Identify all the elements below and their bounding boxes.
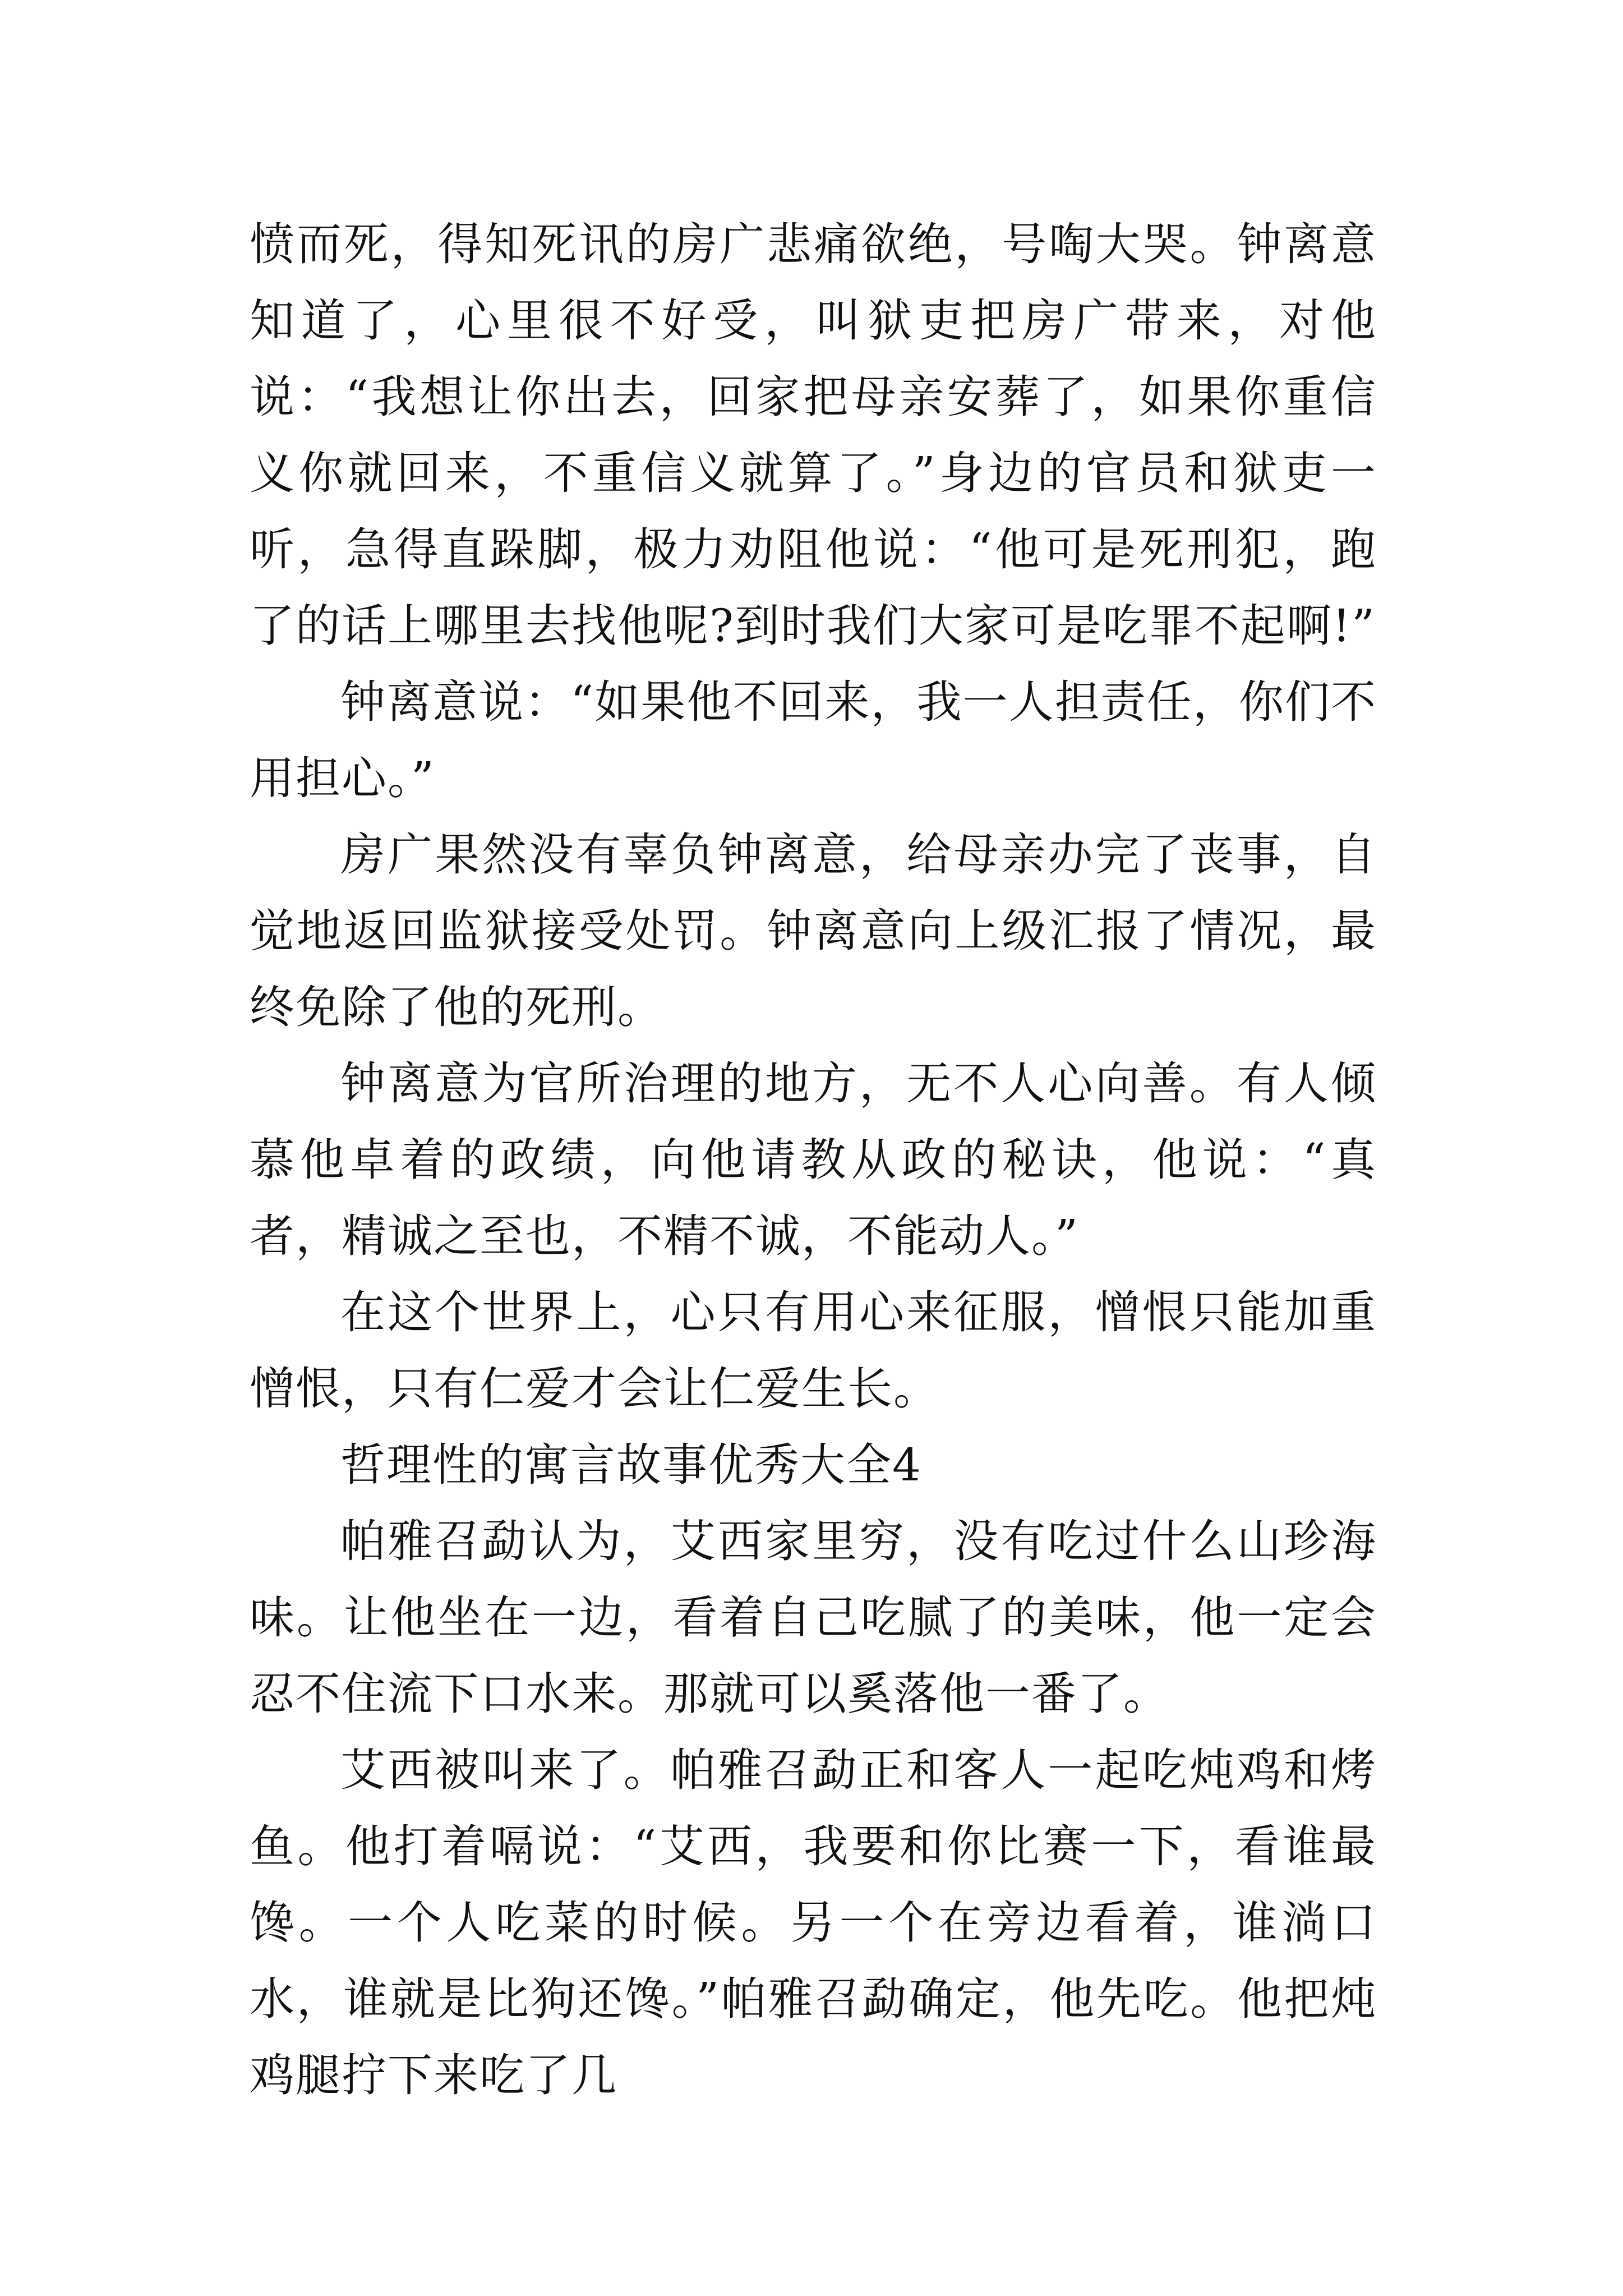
section-heading: 哲理性的寓言故事优秀大全4 [340,1439,922,1491]
paragraph-2: 钟离意说：“如果他不回来，我一人担责任，你们不用担心。” [250,676,1377,804]
paragraph-7: 艾西被叫来了。帕雅召勐正和客人一起吃炖鸡和烤鱼。他打着嗝说：“艾西，我要和你比赛一下，看谁最馋。一个人吃菜的时候。另一个在旁边看着，谁淌口水，谁就是比狗还馋。”帕雅召勐确定，他先吃。他把炖鸡腿拧下来吃了几 [250,1744,1377,2101]
paragraph-6: 帕雅召勐认为，艾西家里穷，没有吃过什么山珍海味。让他坐在一边，看着自己吃腻了的美味，他一定会忍不住流下口水来。那就可以奚落他一番了。 [250,1515,1377,1720]
document-body [250,206,1377,2114]
paragraph-4: 钟离意为官所治理的地方，无不人心向善。有人倾慕他卓着的政绩，向他请教从政的秘诀，他说：“真者，精诚之至也，不精不诚，不能动人。” [250,1057,1377,1262]
paragraph-1: 愤而死，得知死讯的房广悲痛欲绝，号啕大哭。钟离意知道了，心里很不好受，叫狱吏把房广带来，对他说：“我想让你出去，回家把母亲安葬了，如果你重信义你就回来，不重信义就算了。”身边的官员和狱吏一听，急得直跺脚，极力劝阻他说：“他可是死刑犯，跑了的话上哪里去找他呢?到时我们大家可是吃罪不起啊!” [250,218,1377,652]
paragraph-5: 在这个世界上，心只有用心来征服，憎恨只能加重憎恨，只有仁爱才会让仁爱生长。 [250,1286,1377,1415]
paragraph-3: 房广果然没有辜负钟离意，给母亲办完了丧事，自觉地返回监狱接受处罚。钟离意向上级汇报了情况，最终免除了他的死刑。 [250,829,1377,1033]
